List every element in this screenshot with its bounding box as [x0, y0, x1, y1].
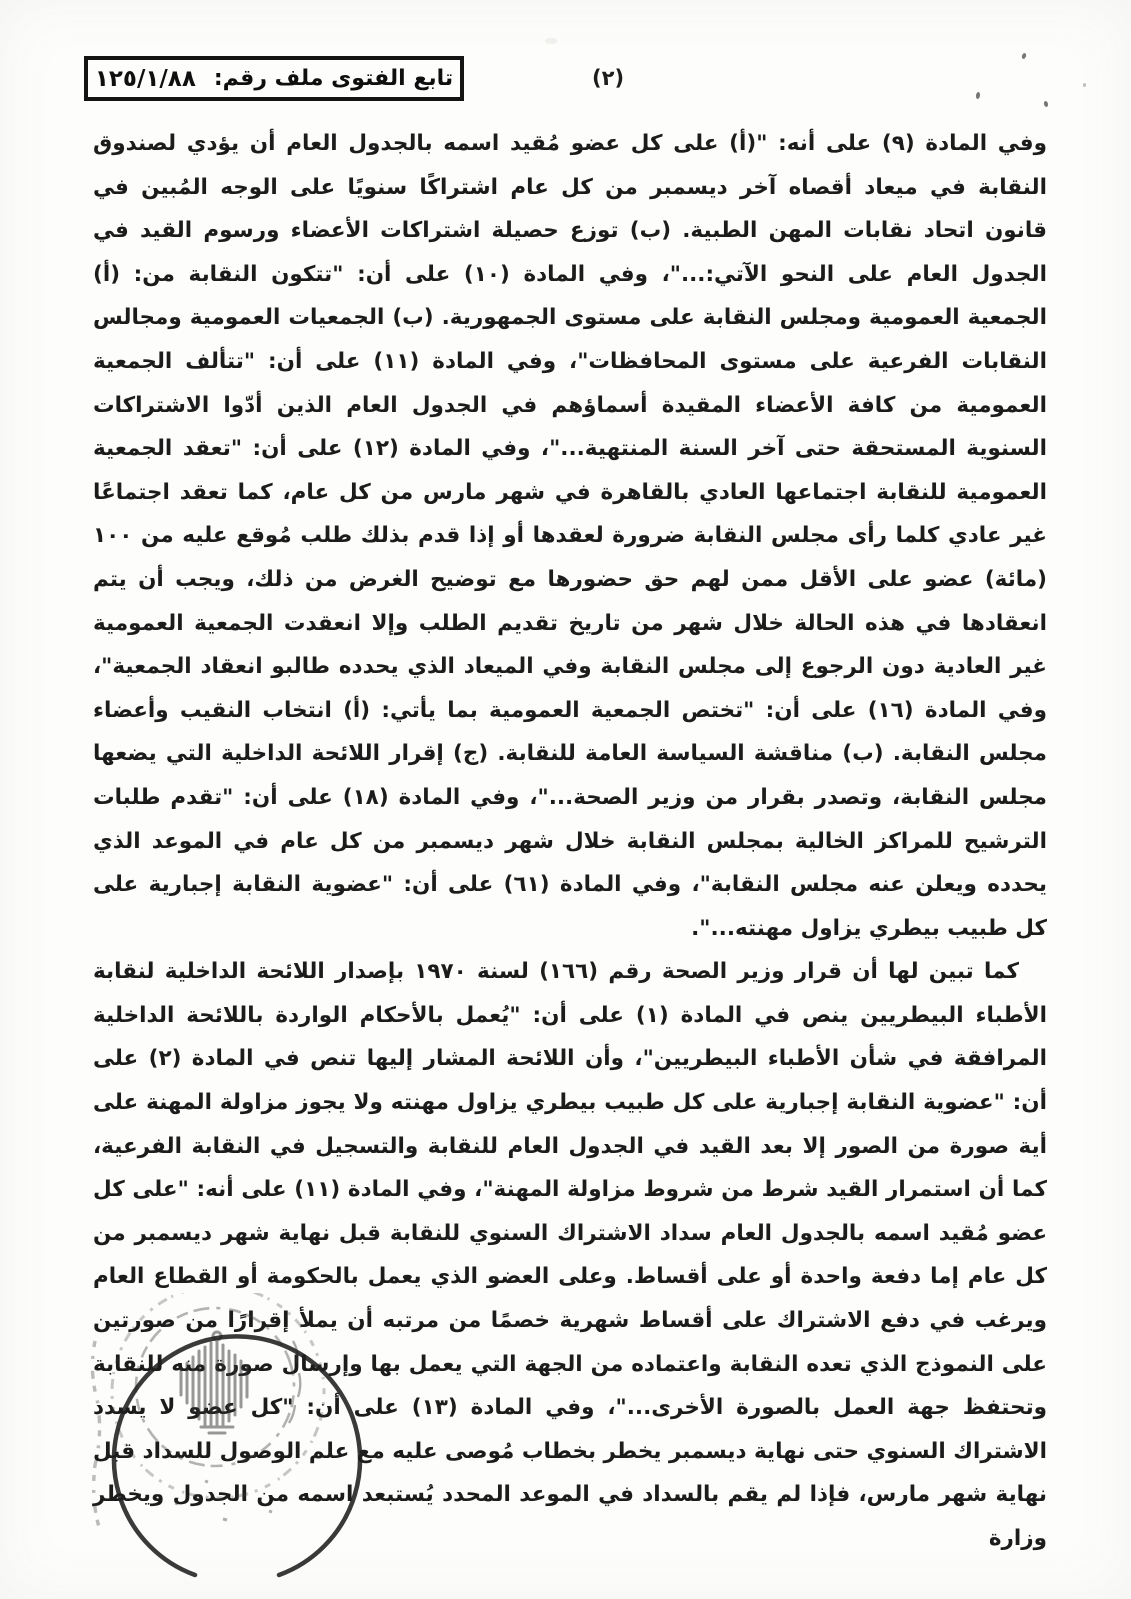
page-number: (٢)	[592, 66, 625, 90]
paragraph-articles-law: وفي المادة (٩) على أنه: "(أ) على كل عضو مُقيد اسمه بالجدول العام أن يؤدي لصندوق النقابة في ميعاد أقصاه آخر ديسمبر من كل عام اشتراكًا سنويًا على الوجه المُبين في قانون اتحاد نقابات المهن الطبية. (ب) توزع حصيلة اشتراكات الأعضاء ورسوم القيد في الجدول العام على النحو الآتي:..."، وفي المادة (١٠) على أن: "تتكون النقابة من: (أ) الجمعية العمومية ومجلس النقابة على مستوى الجمهورية. (ب) الجمعيات العمومية ومجالس النقابات الفرعية على مستوى المحافظات"، وفي المادة (١١) على أن: "تتألف الجمعية العمومية من كافة الأعضاء المقيدة أسماؤهم في الجدول العام الذين أدّوا الاشتراكات السنوية المستحقة حتى آخر السنة المنتهية..."، وفي المادة (١٢) على أن: "تعقد الجمعية العمومية للنقابة اجتماعها العادي بالقاهرة في شهر مارس من كل عام، كما تعقد اجتماعًا غير عادي كلما رأى مجلس النقابة ضرورة لعقدها أو إذا قدم بذلك طلب مُوقع عليه من ١٠٠ (مائة) عضو على الأقل ممن لهم حق حضورها مع توضيح الغرض من ذلك، ويجب أن يتم انعقادها في هذه الحالة خلال شهر من تاريخ تقديم الطلب وإلا انعقدت الجمعية العمومية غير العادية دون الرجوع إلى مجلس النقابة وفي الميعاد الذي يحدده طالبو انعقاد الجمعية"، وفي المادة (١٦) على أن: "تختص الجمعية العمومية بما يأتي: (أ) انتخاب النقيب وأعضاء مجلس النقابة. (ب) مناقشة السياسة العامة للنقابة. (ج) إقرار اللائحة الداخلية التي يضعها مجلس النقابة، وتصدر بقرار من وزير الصحة..."، وفي المادة (١٨) على أن: "تقدم طلبات الترشيح للمراكز الخالية بمجلس النقابة خلال شهر ديسمبر من كل عام في الموعد الذي يحدده ويعلن عنه مجلس النقابة"، وفي المادة (٦١) على أن: "عضوية النقابة إجبارية على كل طبيب بيطري يزاول مهنته...".	[93, 131, 1047, 941]
document-body	[93, 122, 1047, 1561]
file-number: ١٢٥/١/٨٨	[94, 65, 196, 92]
scan-smudge	[545, 38, 557, 44]
paragraph-internal-regulations: كما تبين لها أن قرار وزير الصحة رقم (١٦٦) لسنة ١٩٧٠ بإصدار اللائحة الداخلية لنقابة الأطباء البيطريين ينص في المادة (١) على أن: "يُعمل بالأحكام الواردة باللائحة الداخلية المرافقة في شأن الأطباء البيطريين"، وأن اللائحة المشار إليها تنص في المادة (٢) على أن: "عضوية النقابة إجبارية على كل طبيب بيطري يزاول مهنته ولا يجوز مزاولة المهنة على أية صورة من الصور إلا بعد القيد في الجدول العام للنقابة والتسجيل في النقابة الفرعية، كما أن استمرار القيد شرط من شروط مزاولة المهنة"، وفي المادة (١١) على أنه: "على كل عضو مُقيد اسمه بالجدول العام سداد الاشتراك السنوي للنقابة قبل نهاية شهر ديسمبر من كل عام إما دفعة واحدة أو على أقساط. وعلى العضو الذي يعمل بالحكومة أو القطاع العام ويرغب في دفع الاشتراك على أقساط شهرية خصمًا من مرتبه أن يملأ إقرارًا من صورتين على النموذج الذي تعده النقابة واعتماده من الجهة التي يعمل بها وإرسال صورة منه للنقابة وتحتفظ جهة العمل بالصورة الأخرى..."، وفي المادة (١٣) على أن: "كل عضو لا يسدد الاشتراك السنوي حتى نهاية ديسمبر يخطر بخطاب مُوصى عليه مع علم الوصول للسداد قبل نهاية شهر مارس، فإذا لم يقم بالسداد في الموعد المحدد يُستبعد اسمه من الجدول ويخطر وزارة	[93, 959, 1048, 1551]
scan-speck	[1021, 52, 1027, 59]
header-label: تابع الفتوى ملف رقم:	[213, 66, 454, 91]
scan-speck	[1043, 101, 1048, 108]
scan-speck	[976, 92, 981, 99]
fatwa-file-header-box	[84, 56, 464, 101]
scan-speck	[1083, 83, 1086, 87]
